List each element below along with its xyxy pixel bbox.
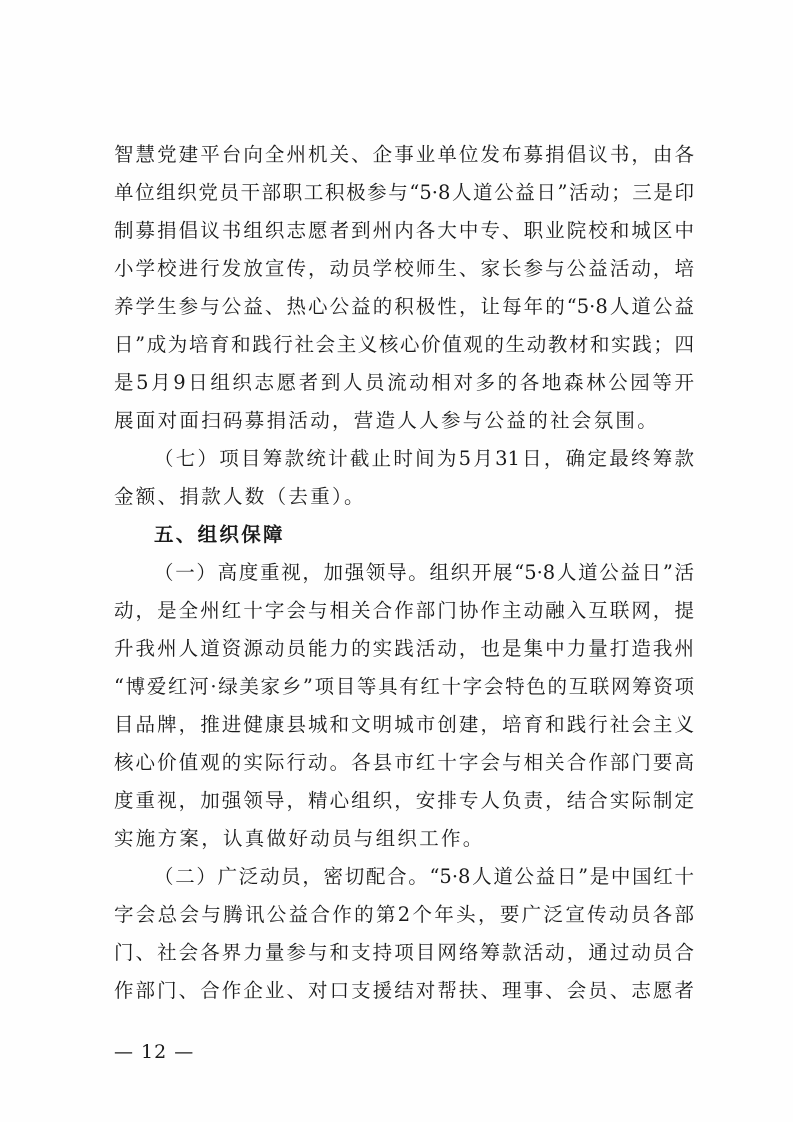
section-heading: 五、组织保障	[154, 523, 285, 546]
body-text-line: 度重视，加强领导，精心组织，安排专人负责，结合实际制定	[114, 789, 694, 812]
body-text-line: 日”成为培育和践行社会主义核心价值观的生动教材和实践；四	[114, 333, 694, 356]
body-text-line: “博爱红河·绿美家乡”项目等具有红十字会特色的互联网筹资项	[114, 675, 694, 698]
page-number: — 12 —	[114, 1041, 195, 1063]
body-text-line: 养学生参与公益、热心公益的积极性，让每年的“5·8人道公益	[114, 295, 694, 318]
body-text-line: 实施方案，认真做好动员与组织工作。	[114, 827, 485, 850]
body-text-line: 制募捐倡议书组织志愿者到州内各大中专、职业院校和城区中	[114, 219, 694, 242]
body-text-line: 金额、捐款人数（去重）。	[114, 485, 366, 508]
body-text-line: 字会总会与腾讯公益合作的第2个年头，要广泛宣传动员各部	[114, 903, 694, 926]
body-text-line: 是5月9日组织志愿者到人员流动相对多的各地森林公园等开	[114, 371, 694, 394]
paragraph-first-line: （七）项目筹款统计截止时间为5月31日，确定最终筹款	[154, 447, 694, 470]
body-text-line: 动，是全州红十字会与相关合作部门协作主动融入互联网，提	[114, 599, 694, 622]
body-text-line: 展面对面扫码募捐活动，营造人人参与公益的社会氛围。	[114, 409, 660, 432]
body-text-line: 升我州人道资源动员能力的实践活动，也是集中力量打造我州	[114, 637, 694, 660]
paragraph-first-line: （一）高度重视，加强领导。组织开展“5·8人道公益日”活	[154, 561, 694, 584]
body-text-line: 智慧党建平台向全州机关、企事业单位发布募捐倡议书，由各	[114, 143, 694, 166]
body-text-line: 单位组织党员干部职工积极参与“5·8人道公益日”活动；三是印	[114, 181, 694, 204]
body-text-line: 目品牌，推进健康县城和文明城市创建，培育和践行社会主义	[114, 713, 694, 736]
body-text-line: 作部门、合作企业、对口支援结对帮扶、理事、会员、志愿者	[114, 979, 694, 1002]
body-text-line: 核心价值观的实际行动。各县市红十字会与相关合作部门要高	[114, 751, 694, 774]
body-text-line: 门、社会各界力量参与和支持项目网络筹款活动，通过动员合	[114, 941, 694, 964]
body-text-line: 小学校进行发放宣传，动员学校师生、家长参与公益活动，培	[114, 257, 694, 280]
paragraph-first-line: （二）广泛动员，密切配合。“5·8人道公益日”是中国红十	[154, 865, 694, 888]
